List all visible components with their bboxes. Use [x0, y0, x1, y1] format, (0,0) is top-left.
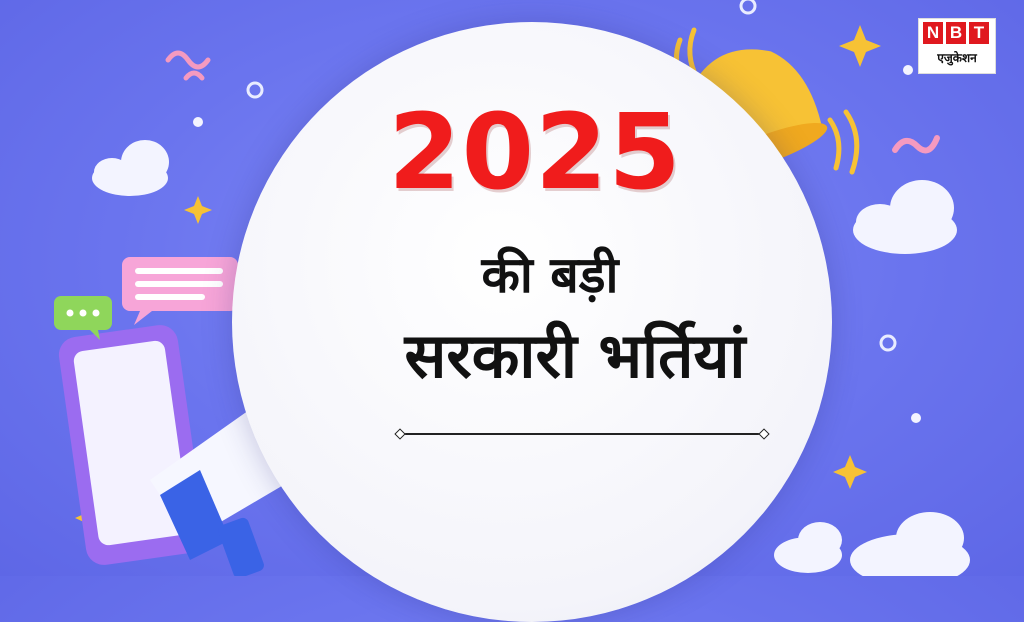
logo-letter-n: N [923, 22, 943, 44]
confetti-icon [186, 73, 202, 78]
nbt-education-logo [918, 18, 996, 74]
headline-line-2: सरकारी भर्तियां [404, 319, 746, 392]
headline-year: 2025 [388, 91, 682, 213]
ring-decoration [881, 336, 895, 350]
logo-subtitle: एजुकेशन [937, 51, 977, 65]
ring-decoration [741, 0, 755, 13]
chat-bubble-icon [122, 257, 238, 325]
confetti-icon [895, 138, 937, 151]
dot-decoration [911, 413, 921, 423]
cloud-icon [774, 522, 842, 573]
sparkle-icon [184, 196, 212, 224]
sparkle-icon [839, 25, 881, 67]
dot-decoration [903, 65, 913, 75]
logo-letter-b: B [946, 22, 966, 44]
sparkle-icon [833, 455, 867, 489]
headline-divider [402, 433, 762, 435]
cloud-icon [92, 140, 169, 196]
headline-line-1: की बड़ी [481, 246, 619, 304]
cloud-icon [850, 512, 970, 576]
logo-letter-t: T [969, 22, 989, 44]
ring-decoration [248, 83, 262, 97]
cloud-icon [853, 180, 957, 254]
dot-decoration [193, 117, 203, 127]
confetti-icon [168, 53, 208, 67]
logo-letters [923, 22, 989, 44]
